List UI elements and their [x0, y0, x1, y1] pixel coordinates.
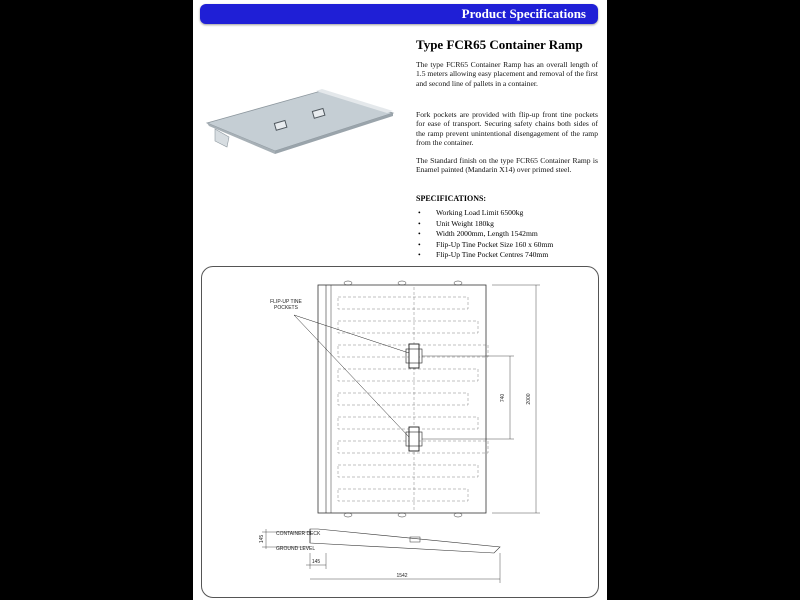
callout-label-2: POCKETS [274, 305, 298, 311]
finish-paragraph: The Standard finish on the type FCR65 Container Ramp is Enamel painted (Mandarin X14) over primed steel. [416, 156, 598, 175]
dimension-offset: 145 [311, 559, 321, 565]
specification-page [193, 0, 607, 600]
dimension-length: 1542 [396, 573, 408, 579]
technical-drawing [201, 266, 599, 598]
dimension-centres: 740 [500, 393, 506, 403]
ramp-product-image [201, 85, 401, 185]
deck-label: CONTAINER DECK [276, 531, 321, 537]
product-title: Type FCR65 Container Ramp [416, 37, 583, 52]
specifications-list [416, 208, 553, 261]
features-paragraph: Fork pockets are provided with flip-up front tine pockets for ease of transport. Securing safety chains both sides of the ramp prevent unintentional disengagement of the ramp from the container. [416, 110, 598, 147]
callout-label: FLIP-UP TINE [270, 299, 302, 305]
spec-item: • Flip-Up Tine Pocket Size 160 x 60mm [416, 240, 553, 251]
dimension-height: 145 [259, 534, 265, 544]
spec-item: • Flip-Up Tine Pocket Centres 740mm [416, 250, 553, 261]
spec-item: • Width 2000mm, Length 1542mm [416, 229, 553, 240]
drawing-svg [202, 267, 598, 597]
spec-item: • Unit Weight 180kg [416, 219, 553, 230]
specifications-heading: SPECIFICATIONS: [416, 194, 487, 203]
spec-item: • Working Load Limit 6500kg [416, 208, 553, 219]
header-bar [200, 4, 598, 24]
description-paragraph: The type FCR65 Container Ramp has an overall length of 1.5 meters allowing easy placement and removal of the first and second line of pallets in a container. [416, 60, 598, 88]
header-title: Product Specifications [461, 6, 586, 21]
dimension-width: 2000 [526, 393, 532, 405]
ground-label: GROUND LEVEL [276, 546, 316, 552]
